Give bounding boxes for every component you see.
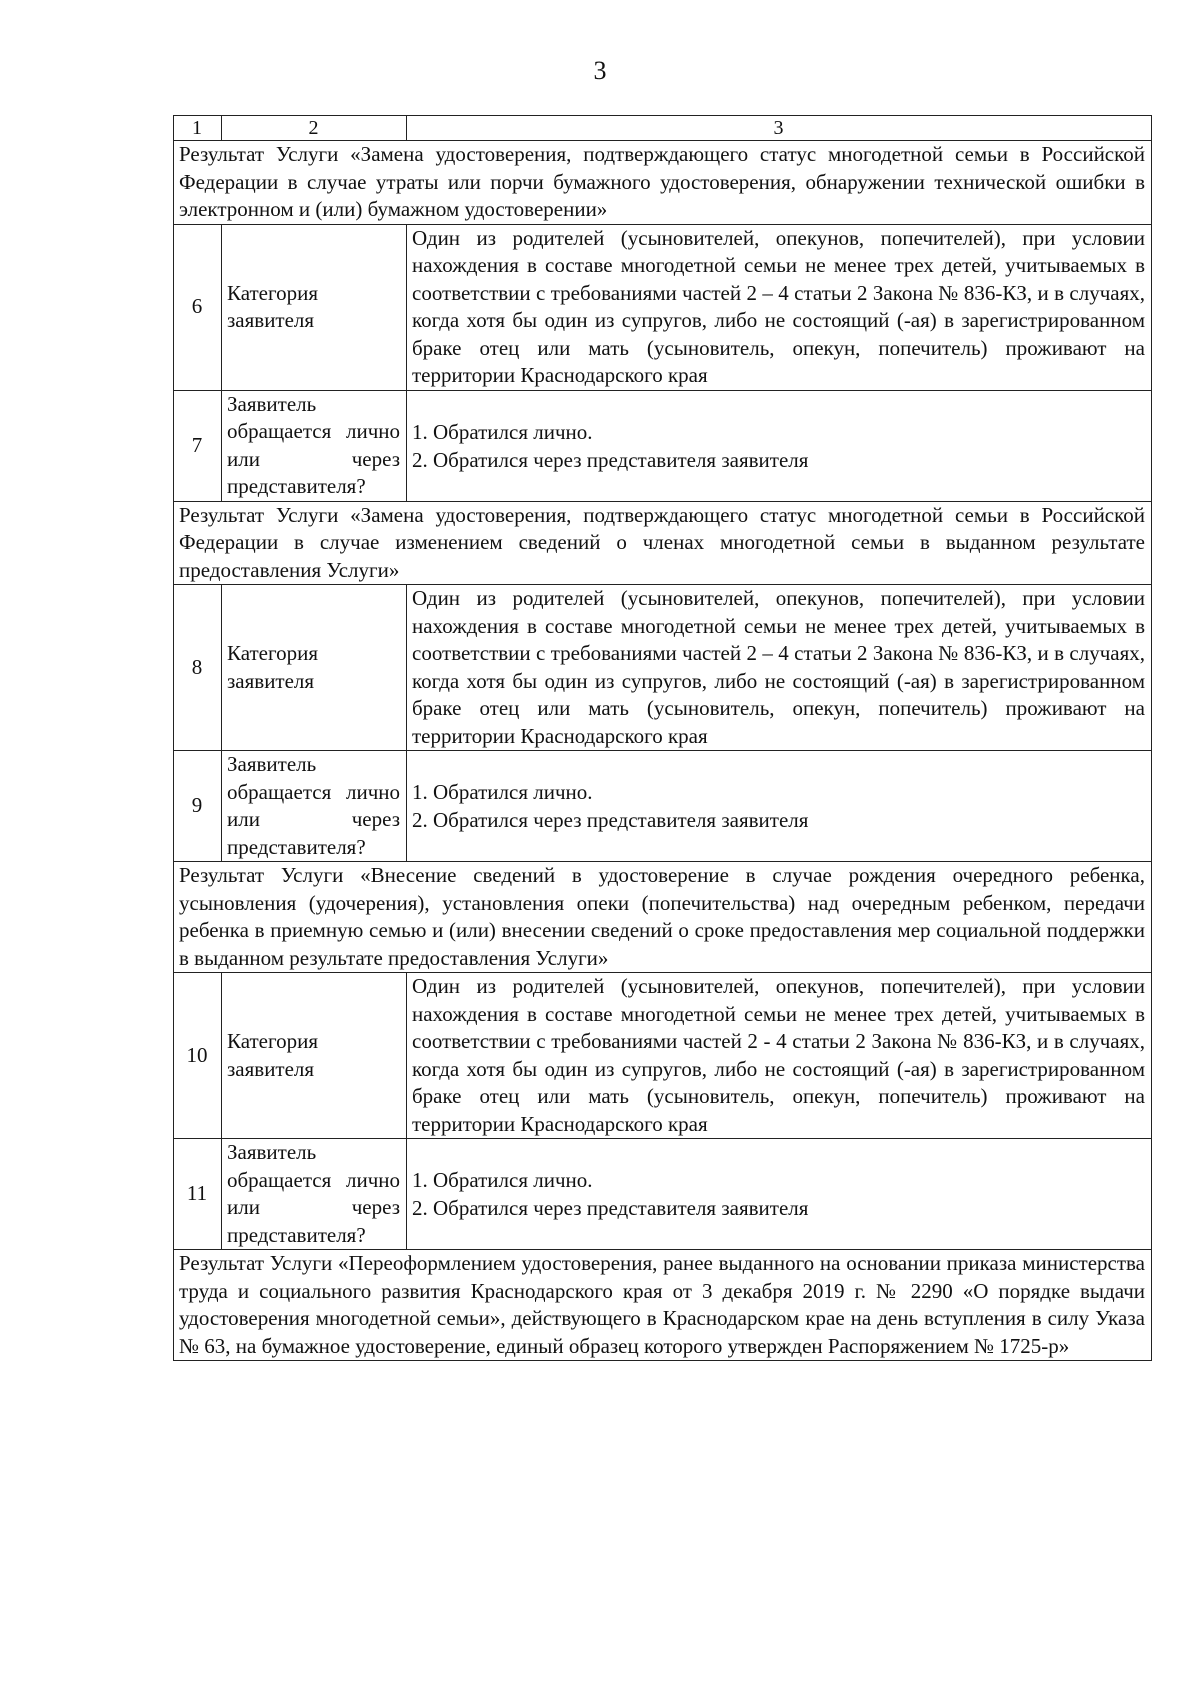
table-row xyxy=(174,390,1152,501)
option-item: 2. Обратился через представителя заявителя xyxy=(412,1196,809,1220)
row-label: Категория заявителя xyxy=(222,224,407,390)
page-number: 3 xyxy=(593,56,607,85)
section-title: Результат Услуги «Замена удостоверения, подтверждающего статус многодетной семьи в Российской Федерации в случае утраты или порчи бумажного удостоверения, обнаружении технической ошибки в электронном и (или) бумажном удостоверении» xyxy=(174,141,1152,225)
row-number: 10 xyxy=(174,973,222,1139)
option-item: 2. Обратился через представителя заявителя xyxy=(412,808,809,832)
table-row xyxy=(174,224,1152,390)
table-row xyxy=(174,1139,1152,1250)
section-row xyxy=(174,1250,1152,1361)
service-result-table xyxy=(173,115,1152,1361)
row-options xyxy=(407,1139,1152,1250)
option-item: 2. Обратился через представителя заявителя xyxy=(412,447,809,472)
table-row xyxy=(174,751,1152,862)
option-item: 1. Обратился лично. xyxy=(412,1168,593,1192)
header-col-3: 3 xyxy=(407,116,1152,141)
row-label: Категория заявителя xyxy=(222,973,407,1139)
table-row xyxy=(174,585,1152,751)
row-label: Заявитель обращается лично или через представителя? xyxy=(222,1139,407,1250)
header-col-2: 2 xyxy=(222,116,407,141)
row-label: Заявитель обращается лично или через представителя? xyxy=(222,751,407,862)
section-title: Результат Услуги «Замена удостоверения, подтверждающего статус многодетной семьи в Российской Федерации в случае изменением сведений о членах многодетной семьи в выданном результате предоставления Услуги» xyxy=(174,501,1152,585)
option-item: 1. Обратился лично. xyxy=(412,780,593,804)
row-label: Заявитель обращается лично или через представителя? xyxy=(222,390,407,501)
section-title: Результат Услуги «Внесение сведений в удостоверение в случае рождения очередного ребенка, усыновления (удочерения), установления опеки (попечительства) над очередным ребенком, передачи ребенка в приемную семью и (или) внесении сведений о сроке предоставления мер социальной поддержки в выданном результате предоставления Услуги» xyxy=(174,862,1152,973)
row-number: 8 xyxy=(174,585,222,751)
header-col-1: 1 xyxy=(174,116,222,141)
row-options xyxy=(407,390,1152,501)
row-value: Один из родителей (усыновителей, опекунов, попечителей), при условии нахождения в составе многодетной семьи не менее трех детей, учитываемых в соответствии с требованиями частей 2 – 4 статьи 2 Закона № 836-КЗ, и в случаях, когда хотя бы один из супругов, либо не состоящий (-ая) в зарегистрированном браке отец или мать (усыновитель, опекун, попечитель) проживают на территории Краснодарского края xyxy=(407,585,1152,751)
option-item: 1. Обратился лично. xyxy=(412,419,593,444)
row-number: 9 xyxy=(174,751,222,862)
table-header-row xyxy=(174,116,1152,141)
row-options xyxy=(407,751,1152,862)
section-row xyxy=(174,862,1152,973)
row-value: Один из родителей (усыновителей, опекунов, попечителей), при условии нахождения в составе многодетной семьи не менее трех детей, учитываемых в соответствии с требованиями частей 2 – 4 статьи 2 Закона № 836-КЗ, и в случаях, когда хотя бы один из супругов, либо не состоящий (-ая) в зарегистрированном браке отец или мать (усыновитель, опекун, попечитель) проживают на территории Краснодарского края xyxy=(407,224,1152,390)
section-title: Результат Услуги «Переоформлением удостоверения, ранее выданного на основании приказа министерства труда и социального развития Краснодарского края от 3 декабря 2019 г. № 2290 «О порядке выдачи удостоверения многодетной семьи», действующего в Краснодарском крае на день вступления в силу Указа № 63, на бумажное удостоверение, единый образец которого утвержден Распоряжением № 1725-р» xyxy=(174,1250,1152,1361)
row-value: Один из родителей (усыновителей, опекунов, попечителей), при условии нахождения в составе многодетной семьи не менее трех детей, учитываемых в соответствии с требованиями частей 2 - 4 статьи 2 Закона № 836-КЗ, и в случаях, когда хотя бы один из супругов, либо не состоящий (-ая) в зарегистрированном браке отец или мать (усыновитель, опекун, попечитель) проживают на территории Краснодарского края xyxy=(407,973,1152,1139)
row-number: 6 xyxy=(174,224,222,390)
row-label: Категория заявителя xyxy=(222,585,407,751)
row-number: 7 xyxy=(174,390,222,501)
section-row xyxy=(174,501,1152,585)
section-row xyxy=(174,141,1152,225)
table-row xyxy=(174,973,1152,1139)
row-number: 11 xyxy=(174,1139,222,1250)
